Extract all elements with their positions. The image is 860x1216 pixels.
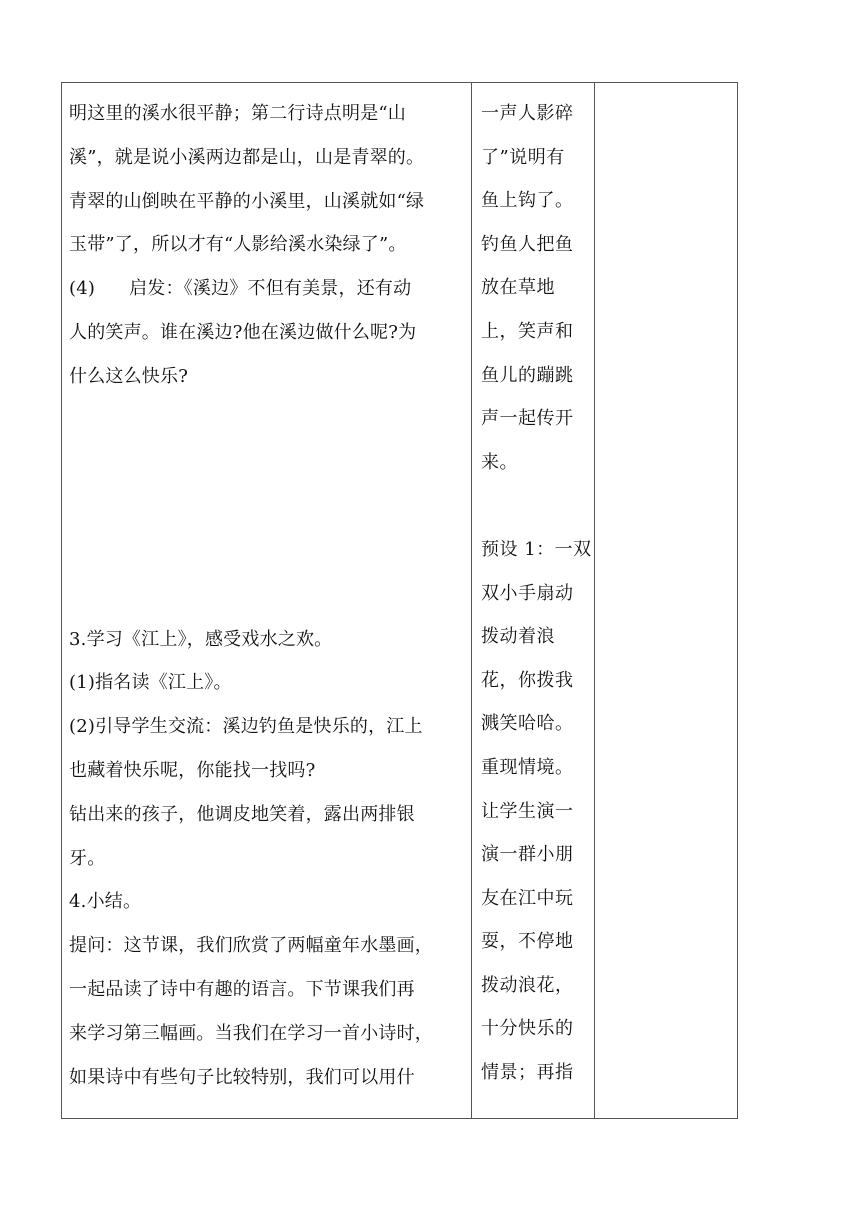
text-line: 一起品读了诗中有趣的语言。下节课我们再 bbox=[69, 978, 415, 1000]
side-text-line: 让学生演一 bbox=[481, 800, 574, 822]
side-text-line: 鱼上钩了。 bbox=[481, 190, 574, 212]
side-text-line: 拨动着浪 bbox=[481, 626, 555, 648]
side-text-line: 十分快乐的 bbox=[481, 1018, 574, 1040]
text-line: 钻出来的孩子，他调皮地笑着，露出两排银 bbox=[69, 803, 415, 825]
section-heading: 4.小结。 bbox=[69, 891, 142, 913]
text-line: 人的笑声。谁在溪边?他在溪边做什么呢?为 bbox=[69, 321, 417, 343]
blank-line bbox=[481, 484, 594, 528]
side-text-line: 预设 1：一双 bbox=[481, 538, 592, 560]
side-text-line: 来。 bbox=[481, 451, 518, 473]
side-text-line: 情景；再指 bbox=[481, 1062, 574, 1084]
side-text-line: 友在江中玩 bbox=[481, 887, 574, 909]
notes-column bbox=[595, 83, 737, 1118]
side-text-line: 演一群小朋 bbox=[481, 844, 574, 866]
text-line: 玉带”了，所以才有“人影给溪水染绿了”。 bbox=[69, 234, 407, 256]
text-line: 青翠的山倒映在平静的小溪里，山溪就如“绿 bbox=[69, 190, 425, 212]
side-text-line: 一声人影碎 bbox=[481, 103, 574, 124]
lesson-table bbox=[61, 82, 738, 1119]
blank-line bbox=[69, 399, 469, 443]
text-line: 明这里的溪水很平静；第二行诗点明是“山 bbox=[69, 103, 407, 124]
text-line: 提问：这节课，我们欣赏了两幅童年水墨画， bbox=[69, 935, 433, 957]
numbered-item-4 bbox=[69, 267, 469, 311]
side-text-line: 重现情境。 bbox=[481, 756, 574, 778]
side-text-line: 溅笑哈哈。 bbox=[481, 713, 574, 735]
text-line: (2)引导学生交流：溪边钓鱼是快乐的，江上 bbox=[69, 716, 423, 738]
item-number: (4) bbox=[69, 278, 96, 300]
side-text-line: 拨动浪花， bbox=[481, 974, 574, 996]
blank-line bbox=[69, 442, 469, 486]
text-line: 如果诗中有些句子比较特别，我们可以用什 bbox=[69, 1066, 415, 1088]
blank-line bbox=[69, 574, 469, 618]
text-line: 牙。 bbox=[69, 847, 106, 869]
side-text-line: 上，笑声和 bbox=[481, 320, 574, 342]
side-text-line: 双小手扇动 bbox=[481, 582, 574, 604]
side-text-line: 了”说明有 bbox=[481, 146, 565, 168]
text-line: 来学习第三幅画。当我们在学习一首小诗时， bbox=[69, 1022, 433, 1044]
side-text-line: 鱼儿的蹦跳 bbox=[481, 364, 574, 386]
side-text-line: 花，你拨我 bbox=[481, 669, 574, 691]
blank-line bbox=[69, 486, 469, 530]
item-text: 启发：《溪边》不但有美景，还有动 bbox=[129, 278, 412, 300]
section-heading: 3.学习《江上》，感受戏水之欢。 bbox=[69, 628, 333, 650]
text-line: 溪”，就是说小溪两边都是山，山是青翠的。 bbox=[69, 146, 425, 168]
blank-line bbox=[69, 530, 469, 574]
side-text-line: 耍，不停地 bbox=[481, 931, 574, 953]
text-line: 也藏着快乐呢，你能找一找吗? bbox=[69, 759, 316, 781]
side-text-line: 放在草地 bbox=[481, 277, 555, 299]
text-line: 什么这么快乐? bbox=[69, 365, 189, 387]
side-text-line: 声一起传开 bbox=[481, 408, 574, 430]
teaching-process-column bbox=[62, 83, 472, 1118]
side-text-line: 钓鱼人把鱼 bbox=[481, 233, 574, 255]
text-line: (1)指名读《江上》。 bbox=[69, 672, 232, 694]
student-activity-column bbox=[472, 83, 595, 1118]
